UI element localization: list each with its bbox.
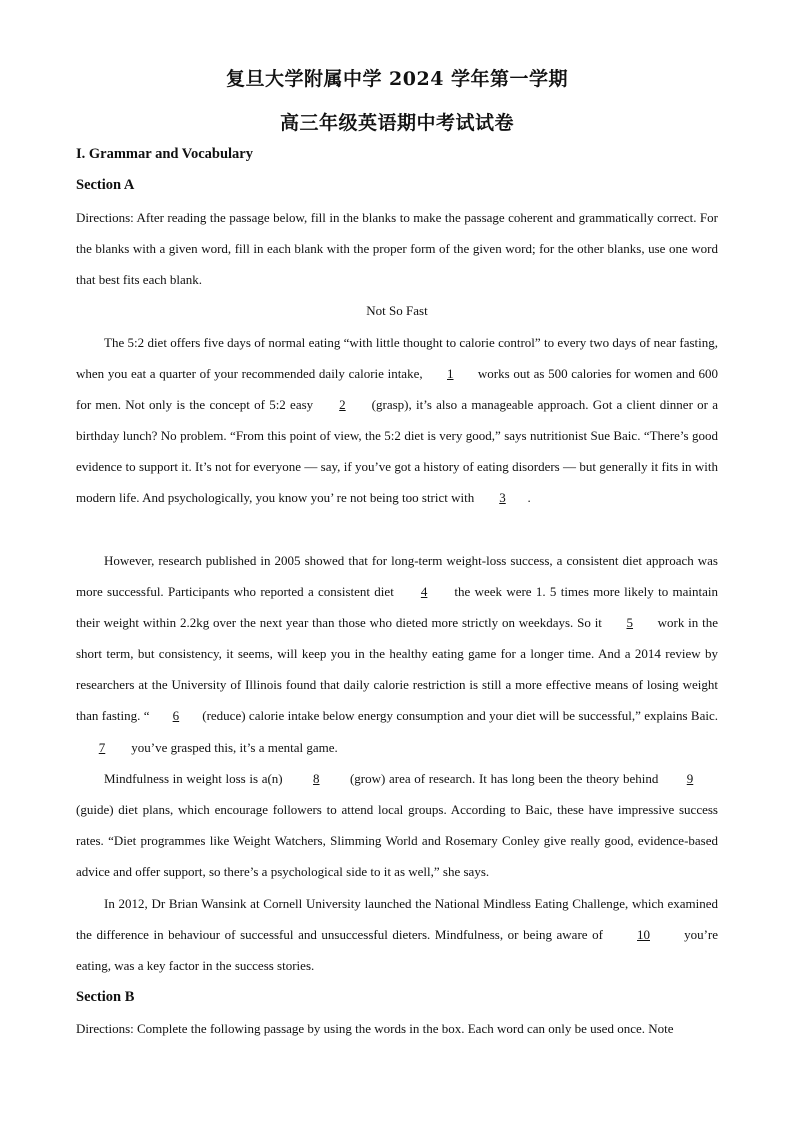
paragraph-text: In 2012, Dr Brian Wansink at Cornell University launched the National Mindless Eating Challenge, which examined the difference in behaviour of successful and unsuccessful dieters. Mindfulness, or being aware of bbox=[76, 896, 718, 943]
exam-title-paper: 高三年级英语期中考试试卷 bbox=[279, 112, 514, 134]
section-a-heading: Section A bbox=[76, 177, 135, 193]
paragraph-text: However, research published in 2005 showed that for long-term weight-loss success, a consistent diet approach was more successful. Participants who reported a consistent diet bbox=[76, 553, 718, 600]
section-b-directions: Directions: Complete the following passage by using the words in the box. Each word can only be used once. Note bbox=[76, 1021, 674, 1036]
paragraph-text: Mindfulness in weight loss is a(n) bbox=[104, 771, 287, 786]
section-a-directions: Directions: After reading the passage below, fill in the blanks to make the passage coherent and grammatically correct. For the blanks with a given word, fill in each blank with the proper form of the given word; for the other blanks, use one word that best fits each blank. bbox=[76, 210, 718, 288]
blank-2: 2 bbox=[339, 397, 346, 413]
paragraph-text: (reduce) calorie intake below energy consumption and your diet will be successful,” explains Baic. bbox=[198, 708, 718, 724]
paragraph-text: (guide) diet plans, which encourage followers to attend local groups. According to Baic, these have impressive success rates. “Diet programmes like Weight Watchers, Slimming World and Rosemary Conley give really good, evidence-based advice and offer support, so there’s a psychological side to it as well,” she says. bbox=[76, 802, 718, 880]
passage-paragraph-1 bbox=[76, 327, 718, 514]
part-heading-grammar-vocabulary: I. Grammar and Vocabulary bbox=[76, 146, 253, 162]
blank-3: 3 bbox=[499, 490, 506, 506]
paragraph-text: you’re eating, was a key factor in the success stories. bbox=[76, 927, 718, 974]
blank-5: 5 bbox=[626, 615, 634, 631]
blank-7: 7 bbox=[98, 739, 106, 755]
paragraph-text: (grasp), it’s also a manageable approach. Got a client dinner or a birthday lunch? No problem. “From this point of view, the 5:2 diet is very good,” says nutritionist Sue Baic. “There’s good evidence to support it. It’s not for everyone — say, if you’ve got a history of eating disorders — but generally it fits in with modern life. And psychologically, you know you’ re not being too strict with bbox=[76, 397, 719, 506]
blank-4: 4 bbox=[420, 584, 428, 600]
paragraph-text: The 5:2 diet offers five days of normal eating “with little thought to calorie control” to every two days of near fasting, when you eat a quarter of your recommended daily calorie intake, bbox=[76, 335, 718, 382]
blank-10: 10 bbox=[637, 927, 650, 943]
blank-8: 8 bbox=[313, 771, 320, 786]
blank-9: 9 bbox=[686, 771, 694, 786]
exam-title-school: 复旦大学附属中学 2024 学年第一学期 bbox=[225, 68, 569, 90]
blank-6: 6 bbox=[172, 708, 180, 724]
paragraph-text: works out as 500 calories for women and 600 for men. Not only is the concept of 5:2 easy bbox=[76, 366, 718, 413]
blank-1: 1 bbox=[447, 366, 454, 382]
passage-title: Not So Fast bbox=[366, 303, 428, 318]
paragraph-text: the week were 1. 5 times more likely to maintain their weight within 2.2kg over the next year than those who dieted more strictly on weekdays. So it bbox=[76, 584, 718, 631]
section-b-heading: Section B bbox=[76, 989, 135, 1005]
paragraph-text: you’ve grasped this, it’s a mental game. bbox=[128, 739, 338, 755]
paragraph-text: . bbox=[527, 490, 531, 506]
paragraph-text: work in the short term, but consistency, it seems, will keep you in the healthy eating game for a longer time. And a 2014 review by researchers at the University of Illinois found that daily calorie restriction is still a more effective means of losing weight than fasting. “ bbox=[76, 615, 718, 724]
passage-paragraph-4 bbox=[76, 888, 718, 981]
passage-paragraph-3 bbox=[76, 763, 718, 887]
paragraph-text: (grow) area of research. It has long been the theory behind bbox=[346, 771, 662, 786]
passage-paragraph-2 bbox=[76, 545, 718, 763]
